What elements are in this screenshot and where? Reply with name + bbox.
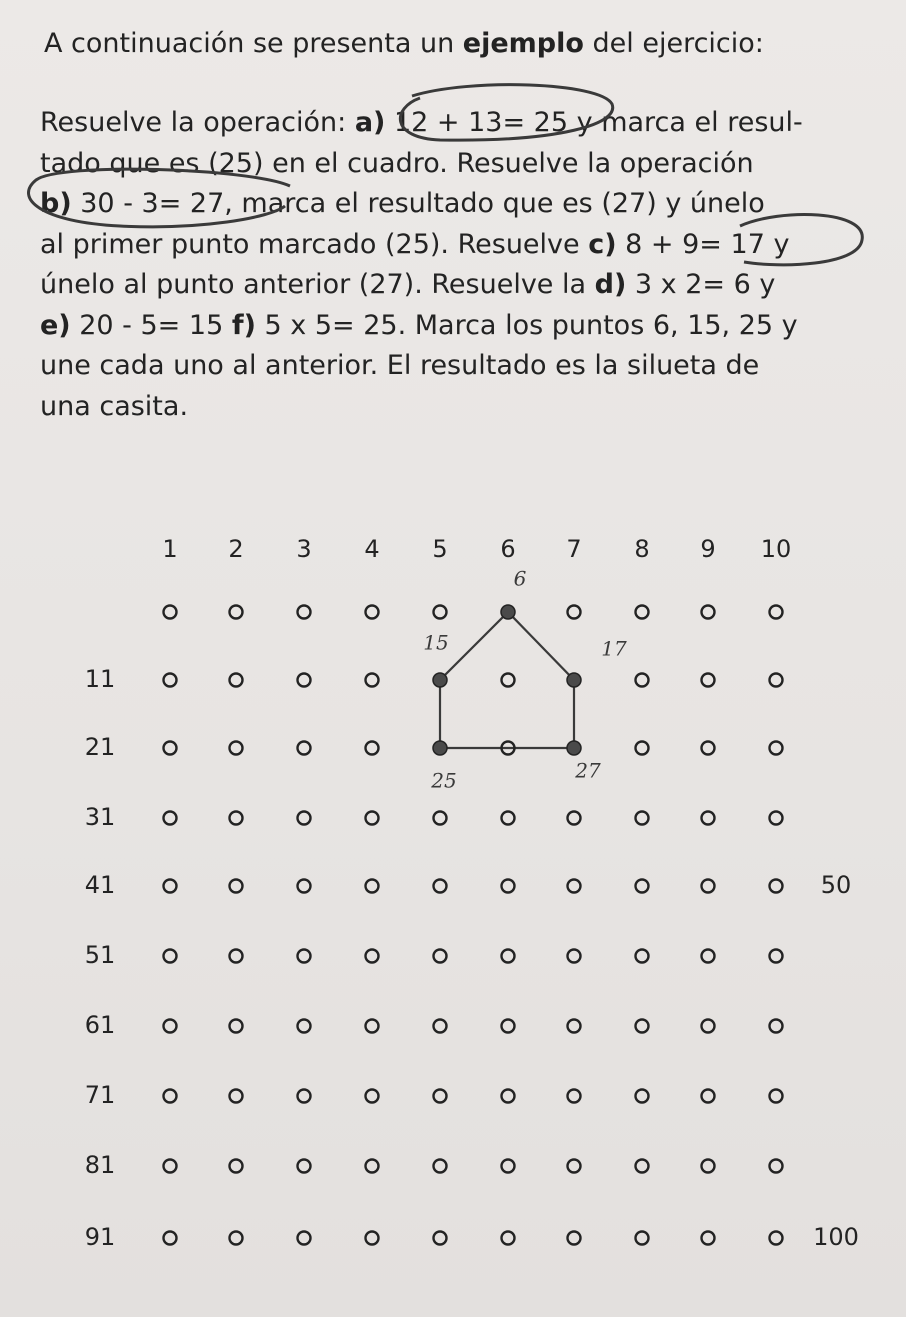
grid-dot [502, 1020, 515, 1033]
expression-a: 12 + 13= 25 [385, 107, 569, 138]
grid-dot [702, 812, 715, 825]
grid-dot [568, 812, 581, 825]
grid-dot [230, 1090, 243, 1103]
grid-dot [434, 812, 447, 825]
grid-dot [502, 812, 515, 825]
grid-dot [636, 812, 649, 825]
row-label: 91 [84, 1223, 116, 1251]
grid-dot [636, 1232, 649, 1245]
grid-dot [568, 606, 581, 619]
grid-dot [568, 950, 581, 963]
grid-dot [366, 880, 379, 893]
instruction-line-2: tado que es (25) en el cuadro. Resuelve la operación [40, 147, 754, 179]
grid-dot [164, 1020, 177, 1033]
grid-dot [164, 606, 177, 619]
grid-dot [230, 742, 243, 755]
column-header: 9 [700, 535, 716, 563]
grid-dot [366, 742, 379, 755]
grid-dot [434, 880, 447, 893]
intro-text-part: del ejercicio: [583, 28, 764, 59]
intro-text-part: A continuación se presenta un [44, 28, 463, 59]
text-segment: . Marca los puntos 6, 15, 25 y [397, 309, 798, 341]
grid-dot [230, 674, 243, 687]
grid-dot [502, 1160, 515, 1173]
row-end-label: 100 [813, 1223, 859, 1251]
grid-dot [770, 1232, 783, 1245]
grid-dot [636, 1160, 649, 1173]
text-segment: al primer punto marcado (25). Resuelve [40, 228, 589, 260]
expression-b: 30 - 3= 27, [71, 188, 233, 219]
text-segment: y marca el resul- [568, 107, 803, 138]
instruction-line-7: une cada uno al anterior. El resultado es la silueta de [40, 350, 760, 381]
label-d: d) [594, 269, 627, 300]
grid-dot [366, 812, 379, 825]
grid-dot [366, 606, 379, 619]
grid-dot-marked [433, 673, 447, 687]
column-header: 2 [228, 535, 244, 563]
grid-dot [770, 812, 783, 825]
label-e: e) [40, 309, 71, 341]
expression-e: 20 - 5= 15 [70, 309, 232, 341]
intro-bold-word: ejemplo [462, 28, 584, 59]
grid-dot [230, 1160, 243, 1173]
grid-dot [298, 812, 311, 825]
column-header: 3 [296, 535, 312, 563]
text-segment: y [750, 269, 776, 300]
column-header: 8 [634, 535, 650, 563]
grid-dot [164, 880, 177, 893]
row-label: 11 [84, 665, 116, 693]
column-header: 1 [162, 535, 178, 563]
text-segment: y [764, 228, 790, 260]
grid-dot [770, 674, 783, 687]
label-c: c) [588, 228, 617, 260]
grid-dot [636, 880, 649, 893]
expression-c: 8 + 9= 17 [616, 228, 765, 260]
grid-dot [164, 950, 177, 963]
expression-f: 5 x 5= 25 [255, 309, 398, 341]
row-label: 61 [84, 1011, 116, 1039]
grid-dot-marked [433, 741, 447, 755]
grid-dot [568, 1020, 581, 1033]
house-outline [440, 612, 574, 748]
grid-dot [230, 950, 243, 963]
expression-d: 3 x 2= 6 [626, 269, 751, 300]
row-label: 81 [84, 1151, 116, 1179]
grid-dot [298, 950, 311, 963]
grid-dot-marked [567, 741, 581, 755]
grid-dot [636, 1020, 649, 1033]
grid-dot [298, 880, 311, 893]
grid-dot [298, 1090, 311, 1103]
grid-dot [298, 1020, 311, 1033]
grid-dot [164, 674, 177, 687]
grid-dot [434, 1160, 447, 1173]
grid-dot [702, 742, 715, 755]
grid-dot [770, 1160, 783, 1173]
grid-dot [636, 606, 649, 619]
row-label: 31 [84, 803, 116, 831]
grid-dot [230, 880, 243, 893]
grid-dot [636, 742, 649, 755]
grid-dot [770, 1090, 783, 1103]
column-header: 6 [500, 535, 516, 563]
label-f: f) [231, 309, 256, 341]
grid-dot [366, 950, 379, 963]
grid-dot [164, 742, 177, 755]
grid-dot [298, 1160, 311, 1173]
handwritten-label: 25 [431, 768, 457, 793]
grid-dot [770, 880, 783, 893]
grid-dot [366, 1090, 379, 1103]
row-label: 71 [84, 1081, 116, 1109]
grid-dot [702, 674, 715, 687]
grid-dot [298, 742, 311, 755]
text-segment: Resuelve la operación: [40, 107, 355, 138]
column-header: 4 [364, 535, 380, 563]
grid-dot [636, 950, 649, 963]
instruction-line-8: una casita. [40, 390, 189, 422]
grid-dot [502, 1090, 515, 1103]
grid-dot [770, 606, 783, 619]
grid-dot [230, 812, 243, 825]
grid-dot [702, 1090, 715, 1103]
grid-dot [770, 1020, 783, 1033]
grid-dot [502, 674, 515, 687]
grid-dot [164, 1232, 177, 1245]
row-label: 21 [84, 733, 116, 761]
text-segment: únelo al punto anterior (27). Resuelve la [40, 269, 595, 300]
grid-dot [568, 1232, 581, 1245]
grid-dot-marked [501, 605, 515, 619]
grid-dot [434, 1232, 447, 1245]
grid-dot [366, 1232, 379, 1245]
grid-dot [702, 606, 715, 619]
grid-dot [434, 606, 447, 619]
grid-dot [702, 880, 715, 893]
handwritten-label: 17 [601, 636, 627, 661]
handwritten-label: 15 [423, 630, 449, 655]
grid-dot [434, 1020, 447, 1033]
grid-dot [502, 950, 515, 963]
grid-dot [636, 1090, 649, 1103]
grid-dot [366, 1160, 379, 1173]
row-end-label: 50 [820, 871, 852, 899]
grid-dot [164, 1160, 177, 1173]
grid-dot [502, 1232, 515, 1245]
grid-dot [702, 1160, 715, 1173]
column-header: 5 [432, 535, 448, 563]
grid-dot [230, 606, 243, 619]
handwritten-label: 6 [513, 566, 527, 591]
grid-dot [298, 606, 311, 619]
grid-dot [298, 674, 311, 687]
grid-dot [434, 1090, 447, 1103]
grid-dot [434, 950, 447, 963]
grid-dot [164, 812, 177, 825]
column-header: 10 [760, 535, 792, 563]
grid-dot [770, 742, 783, 755]
grid-dot [366, 674, 379, 687]
column-header: 7 [566, 535, 582, 563]
label-a: a) [354, 107, 386, 138]
grid-dot [568, 1160, 581, 1173]
row-label: 51 [84, 941, 116, 969]
grid-dot [636, 674, 649, 687]
grid-dot [702, 1232, 715, 1245]
grid-dot [568, 1090, 581, 1103]
grid-dot [702, 950, 715, 963]
grid-dot [164, 1090, 177, 1103]
grid-dot [568, 880, 581, 893]
grid-dot [230, 1232, 243, 1245]
handwritten-label: 27 [575, 758, 601, 783]
grid-dot [770, 950, 783, 963]
grid-dot [366, 1020, 379, 1033]
label-b: b) [40, 188, 72, 219]
grid-dot [502, 880, 515, 893]
grid-dot-marked [567, 673, 581, 687]
grid-dot [298, 1232, 311, 1245]
grid-dot [702, 1020, 715, 1033]
grid-dot [230, 1020, 243, 1033]
row-label: 41 [84, 871, 116, 899]
text-segment: marca el resultado que es (27) y únelo [232, 188, 765, 219]
